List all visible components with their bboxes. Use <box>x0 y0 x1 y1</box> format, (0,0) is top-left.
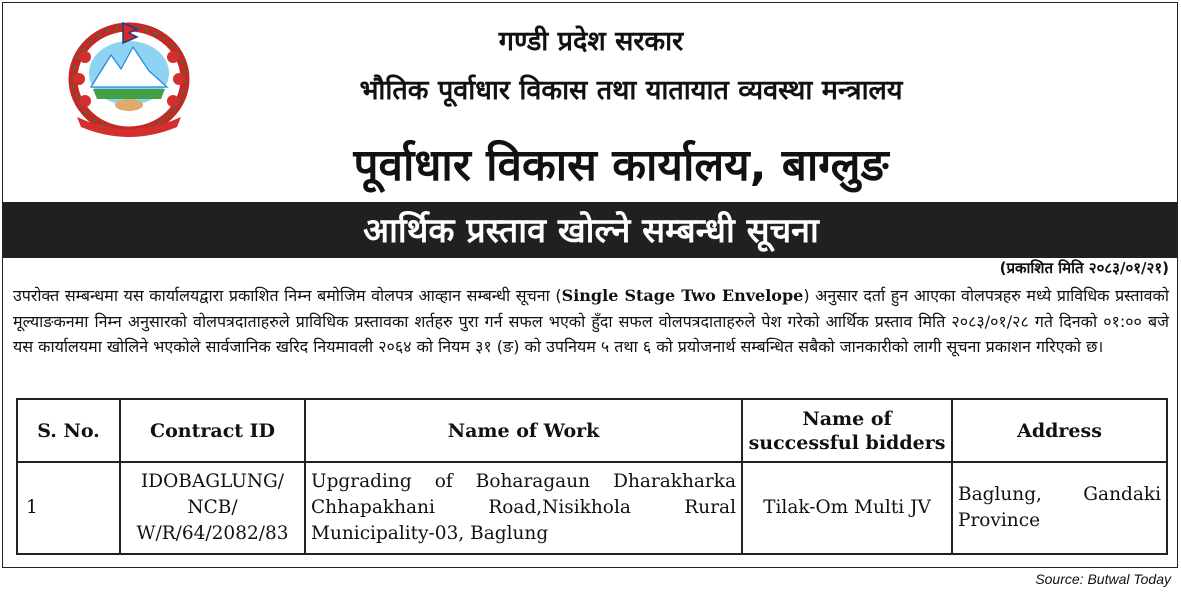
cell-sno: 1 <box>17 462 120 554</box>
office-title: पूर्वाधार विकास कार्यालय, बाग्लुङ <box>353 140 889 191</box>
cell-name-of-work: Upgrading of Boharagaun Dharakharka Chhapakhani Road,Nisikhola Rural Municipality-03, Baglung <box>305 462 742 554</box>
col-header-sno: S. No. <box>17 399 120 462</box>
body-text-before: उपरोक्त सम्बन्धमा यस कार्यालयद्वारा प्रकाशित निम्न बमोजिम वोलपत्र आव्हान सम्बन्धी सूचना ( <box>13 286 562 305</box>
col-header-address: Address <box>952 399 1167 462</box>
col-header-name-of-work: Name of Work <box>305 399 742 462</box>
notice-body <box>13 283 1169 360</box>
table-row <box>17 462 1167 554</box>
col-header-contract-id: Contract ID <box>120 399 305 462</box>
bid-method: Single Stage Two Envelope <box>561 286 804 305</box>
notice-title: आर्थिक प्रस्ताव खोल्ने सम्बन्धी सूचना <box>363 211 819 251</box>
province-government-title: गण्डी प्रदेश सरकार <box>498 26 684 57</box>
tender-table <box>16 398 1168 555</box>
published-date: (प्रकाशित मिति २०८३/०१/२१) <box>999 259 1169 277</box>
cell-address: Baglung, Gandaki Province <box>952 462 1167 554</box>
body-text-after: ) अनुसार दर्ता हुन आएका वोलपत्रहरु मध्ये प्राविधिक प्रस्तावको मूल्याङकनमा निम्न अनुसारको वोलपत्रदाताहरुले प्राविधिक प्रस्तावका शर्तहरु पुरा गर्न सफल भएको हुँदा सफल वोलपत्रदाताहरुले पेश गरेको आर्थिक प्रस्ताव मिति २०८३/०१/२८ गते दिनको ०१:०० बजे यस कार्यालयमा खोलिने भएकोले सार्वजानिक खरिद नियमावली २०६४ को नियम ३१ (ङ) को उपनियम ५ तथा ६ को प्रयोजनार्थ सम्बन्धित सबैको जानकारीको लागी सूचना प्रकाशन गरिएको छ। <box>13 286 1169 356</box>
col-header-bidders: Name of successful bidders <box>742 399 952 462</box>
table-header-row <box>17 399 1167 462</box>
source-credit: Source: Butwal Today <box>1035 571 1171 587</box>
cell-bidder: Tilak-Om Multi JV <box>742 462 952 554</box>
ministry-title: भौतिक पूर्वाधार विकास तथा यातायात व्यवस्था मन्त्रालय <box>359 75 903 106</box>
cell-contract-id: IDOBAGLUNG/ NCB/ W/R/64/2082/83 <box>120 462 305 554</box>
